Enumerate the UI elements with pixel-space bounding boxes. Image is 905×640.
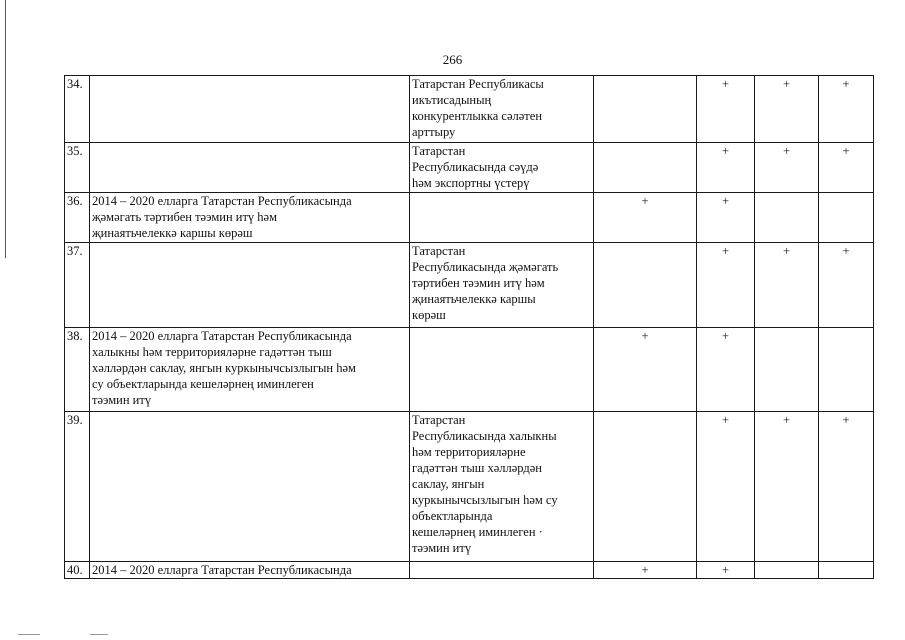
mark-cell: + <box>755 243 819 328</box>
table-row <box>65 76 874 143</box>
program-cell <box>90 76 410 143</box>
mark-cell: + <box>755 412 819 562</box>
mark-cell <box>594 243 697 328</box>
mark-cell <box>819 562 874 579</box>
subprogram-cell <box>410 562 594 579</box>
program-cell <box>90 412 410 562</box>
mark-cell <box>755 328 819 412</box>
mark-cell: + <box>697 328 755 412</box>
mark-cell <box>755 193 819 243</box>
row-number: 40. <box>65 562 90 579</box>
mark-cell <box>819 193 874 243</box>
mark-cell: + <box>594 328 697 412</box>
program-cell <box>90 243 410 328</box>
mark-cell: + <box>594 193 697 243</box>
mark-cell <box>819 328 874 412</box>
mark-cell: + <box>819 143 874 193</box>
document-table <box>64 75 874 579</box>
mark-cell: + <box>697 412 755 562</box>
page-number: 266 <box>442 52 463 67</box>
mark-cell: + <box>697 243 755 328</box>
mark-cell: + <box>697 562 755 579</box>
program-cell: 2014 – 2020 елларга Татарстан Республикасында халыкны һәм территорияләрне гадәттән тыш хәлләрдән саклау, янгын куркынычсызлыгын һәм су объектларында кешеләрнең иминлеген тәэмин итү <box>90 328 410 412</box>
scan-artifact <box>90 634 108 635</box>
table-row <box>65 412 874 562</box>
table-row <box>65 243 874 328</box>
subprogram-cell: Татарстан Республикасында җәмәгать тәртибен тәэмин итү һәм җинаятьчелеккә каршы көрәш <box>410 243 594 328</box>
program-cell <box>90 143 410 193</box>
mark-cell <box>755 562 819 579</box>
mark-cell: + <box>594 562 697 579</box>
row-number: 37. <box>65 243 90 328</box>
row-number: 35. <box>65 143 90 193</box>
row-number: 36. <box>65 193 90 243</box>
program-cell: 2014 – 2020 елларга Татарстан Республикасында җәмәгать тәртибен тәэмин итү һәм җинаятьчелеккә каршы көрәш <box>90 193 410 243</box>
table-row <box>65 562 874 579</box>
program-cell: 2014 – 2020 елларга Татарстан Республикасында <box>90 562 410 579</box>
mark-cell <box>594 143 697 193</box>
mark-cell: + <box>697 193 755 243</box>
table-row <box>65 328 874 412</box>
table-row <box>65 193 874 243</box>
mark-cell: + <box>697 76 755 143</box>
subprogram-cell <box>410 193 594 243</box>
mark-cell: + <box>755 76 819 143</box>
subprogram-cell: Татарстан Республикасында сәүдә һәм экспортны үстерү <box>410 143 594 193</box>
subprogram-cell <box>410 328 594 412</box>
mark-cell: + <box>697 143 755 193</box>
row-number: 34. <box>65 76 90 143</box>
scan-margin-line <box>5 0 6 258</box>
subprogram-cell: Татарстан Республикасында халыкны һәм территорияләрне гадәттән тыш хәлләрдән саклау, янгын куркынычсызлыгын һәм су объектларында кешеләрнең иминлеген · тәэмин итү <box>410 412 594 562</box>
mark-cell: + <box>755 143 819 193</box>
row-number: 39. <box>65 412 90 562</box>
mark-cell: + <box>819 76 874 143</box>
mark-cell: + <box>819 412 874 562</box>
mark-cell: + <box>819 243 874 328</box>
table-row <box>65 143 874 193</box>
mark-cell <box>594 412 697 562</box>
subprogram-cell: Татарстан Республикасы икътисадының конкурентлыкка сәләтен арттыру <box>410 76 594 143</box>
row-number: 38. <box>65 328 90 412</box>
scan-artifact <box>18 634 40 635</box>
mark-cell <box>594 76 697 143</box>
